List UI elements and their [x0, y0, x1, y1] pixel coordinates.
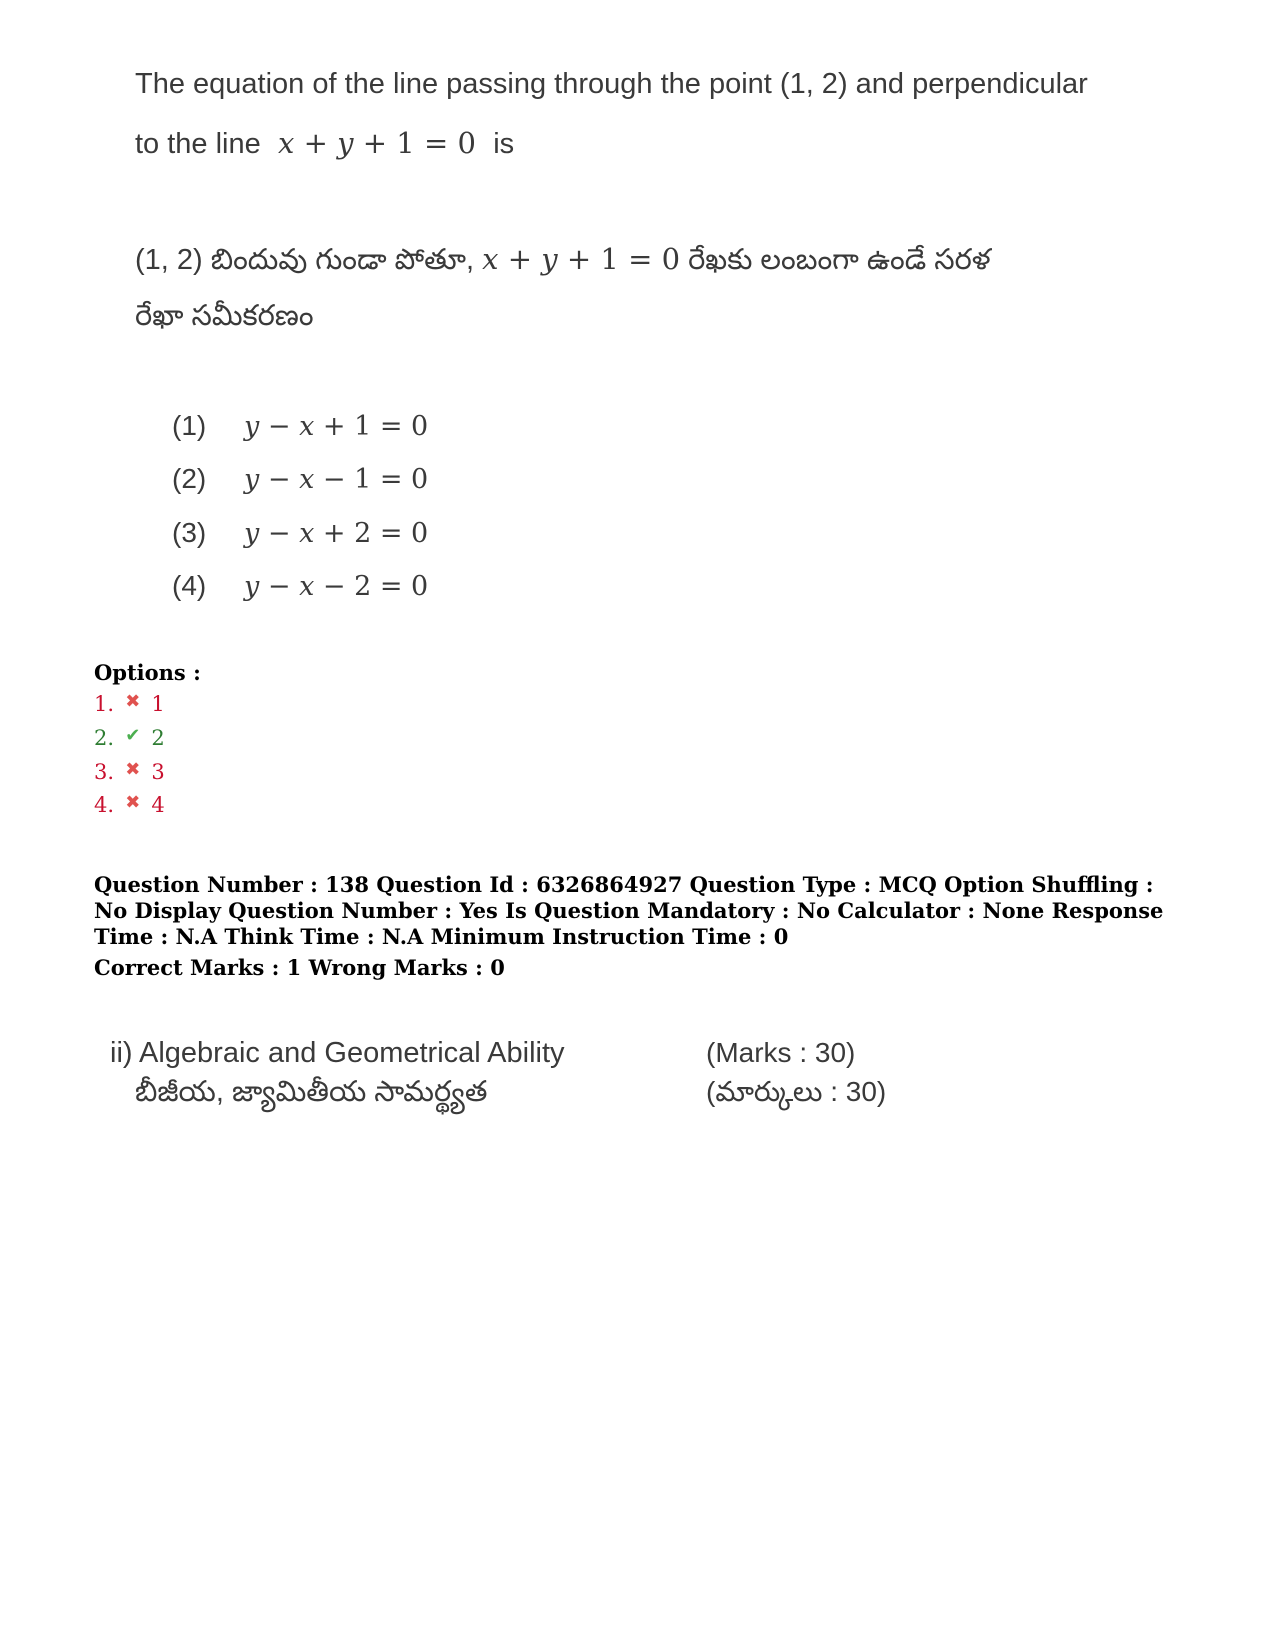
option-value: 4	[151, 793, 165, 817]
question-text-telugu-line-2: రేఖా సమీకరణం	[135, 300, 314, 332]
option-2	[94, 726, 165, 750]
section-title-telugu: బీజీయ, జ్యామితీయ సామర్థ్యత	[135, 1076, 488, 1108]
choice-1	[172, 410, 428, 442]
telugu-equation: x + y + 1 = 0	[482, 242, 681, 276]
choice-3	[172, 517, 428, 549]
option-index: 4.	[94, 793, 115, 817]
eq-var-y: y	[337, 126, 354, 160]
question-prefix: to the line	[135, 128, 261, 160]
choice-equation: y − x + 2 = 0	[244, 518, 429, 549]
section-marks-english: (Marks : 30)	[706, 1037, 856, 1068]
option-3	[94, 760, 165, 784]
option-1	[94, 692, 165, 716]
question-text-english-line-2	[135, 126, 514, 161]
choice-4	[172, 570, 428, 602]
choice-equation: y − x − 2 = 0	[244, 571, 429, 602]
choice-equation-rest: + 1 = 0	[314, 411, 429, 442]
cross-icon: ✖	[125, 759, 141, 780]
question-text-english-line-1: The equation of the line passing through the point (1, 2) and perpendicular	[135, 68, 1088, 100]
te-eq-var-y: y	[541, 242, 558, 276]
choice-var-y: y	[244, 571, 260, 602]
telugu-prefix: (1, 2) బిందువు గుండా పోతూ,	[135, 244, 475, 276]
choice-var-x: x	[299, 464, 315, 495]
te-eq-rest: + 1 = 0	[557, 242, 681, 276]
choice-var-y: y	[244, 518, 260, 549]
choice-equation-rest: − 1 = 0	[314, 464, 429, 495]
option-value: 3	[151, 760, 165, 784]
eq-var-x: x	[278, 126, 295, 160]
eq-rest: + 1 = 0	[353, 126, 476, 160]
choice-var-x: x	[299, 411, 315, 442]
options-heading: Options :	[94, 660, 201, 685]
choice-2	[172, 463, 428, 495]
cross-icon: ✖	[125, 792, 141, 813]
question-metadata: Question Number : 138 Question Id : 6326864927 Question Type : MCQ Option Shuffling : No Display Question Number : Yes Is Question Mandatory : No Calculator : None Response Time : N.A Think Time : N.A Minimum Instruction Time : 0	[94, 872, 1164, 949]
telugu-suffix: రేఖకు లంబంగా ఉండే సరళ	[688, 244, 991, 276]
choice-number: (2)	[172, 463, 207, 494]
option-index: 1.	[94, 692, 115, 716]
choice-number: (1)	[172, 410, 207, 441]
choice-var-x: x	[299, 571, 315, 602]
option-4	[94, 793, 165, 817]
choice-var-y: y	[244, 464, 260, 495]
section-marks-telugu: (మార్కులు : 30)	[706, 1076, 887, 1107]
choice-equation-rest: − 2 = 0	[314, 571, 429, 602]
marks-line: Correct Marks : 1 Wrong Marks : 0	[94, 955, 505, 980]
choice-equation: y − x + 1 = 0	[244, 411, 429, 442]
option-index: 2.	[94, 726, 115, 750]
choice-number: (3)	[172, 517, 207, 548]
section-title-english: ii) Algebraic and Geometrical Ability	[110, 1037, 565, 1069]
question-equation: x + y + 1 = 0	[278, 126, 476, 160]
choice-number: (4)	[172, 570, 207, 601]
cross-icon: ✖	[125, 691, 141, 712]
question-suffix: is	[493, 128, 515, 160]
te-eq-var-x: x	[482, 242, 499, 276]
choice-equation-rest: + 2 = 0	[314, 518, 429, 549]
question-text-telugu-line-1	[135, 242, 991, 284]
option-value: 1	[151, 692, 165, 716]
option-index: 3.	[94, 760, 115, 784]
option-value: 2	[151, 726, 165, 750]
choice-var-x: x	[299, 518, 315, 549]
check-icon: ✔	[125, 725, 141, 746]
choice-var-y: y	[244, 411, 260, 442]
choice-equation: y − x − 1 = 0	[244, 464, 429, 495]
